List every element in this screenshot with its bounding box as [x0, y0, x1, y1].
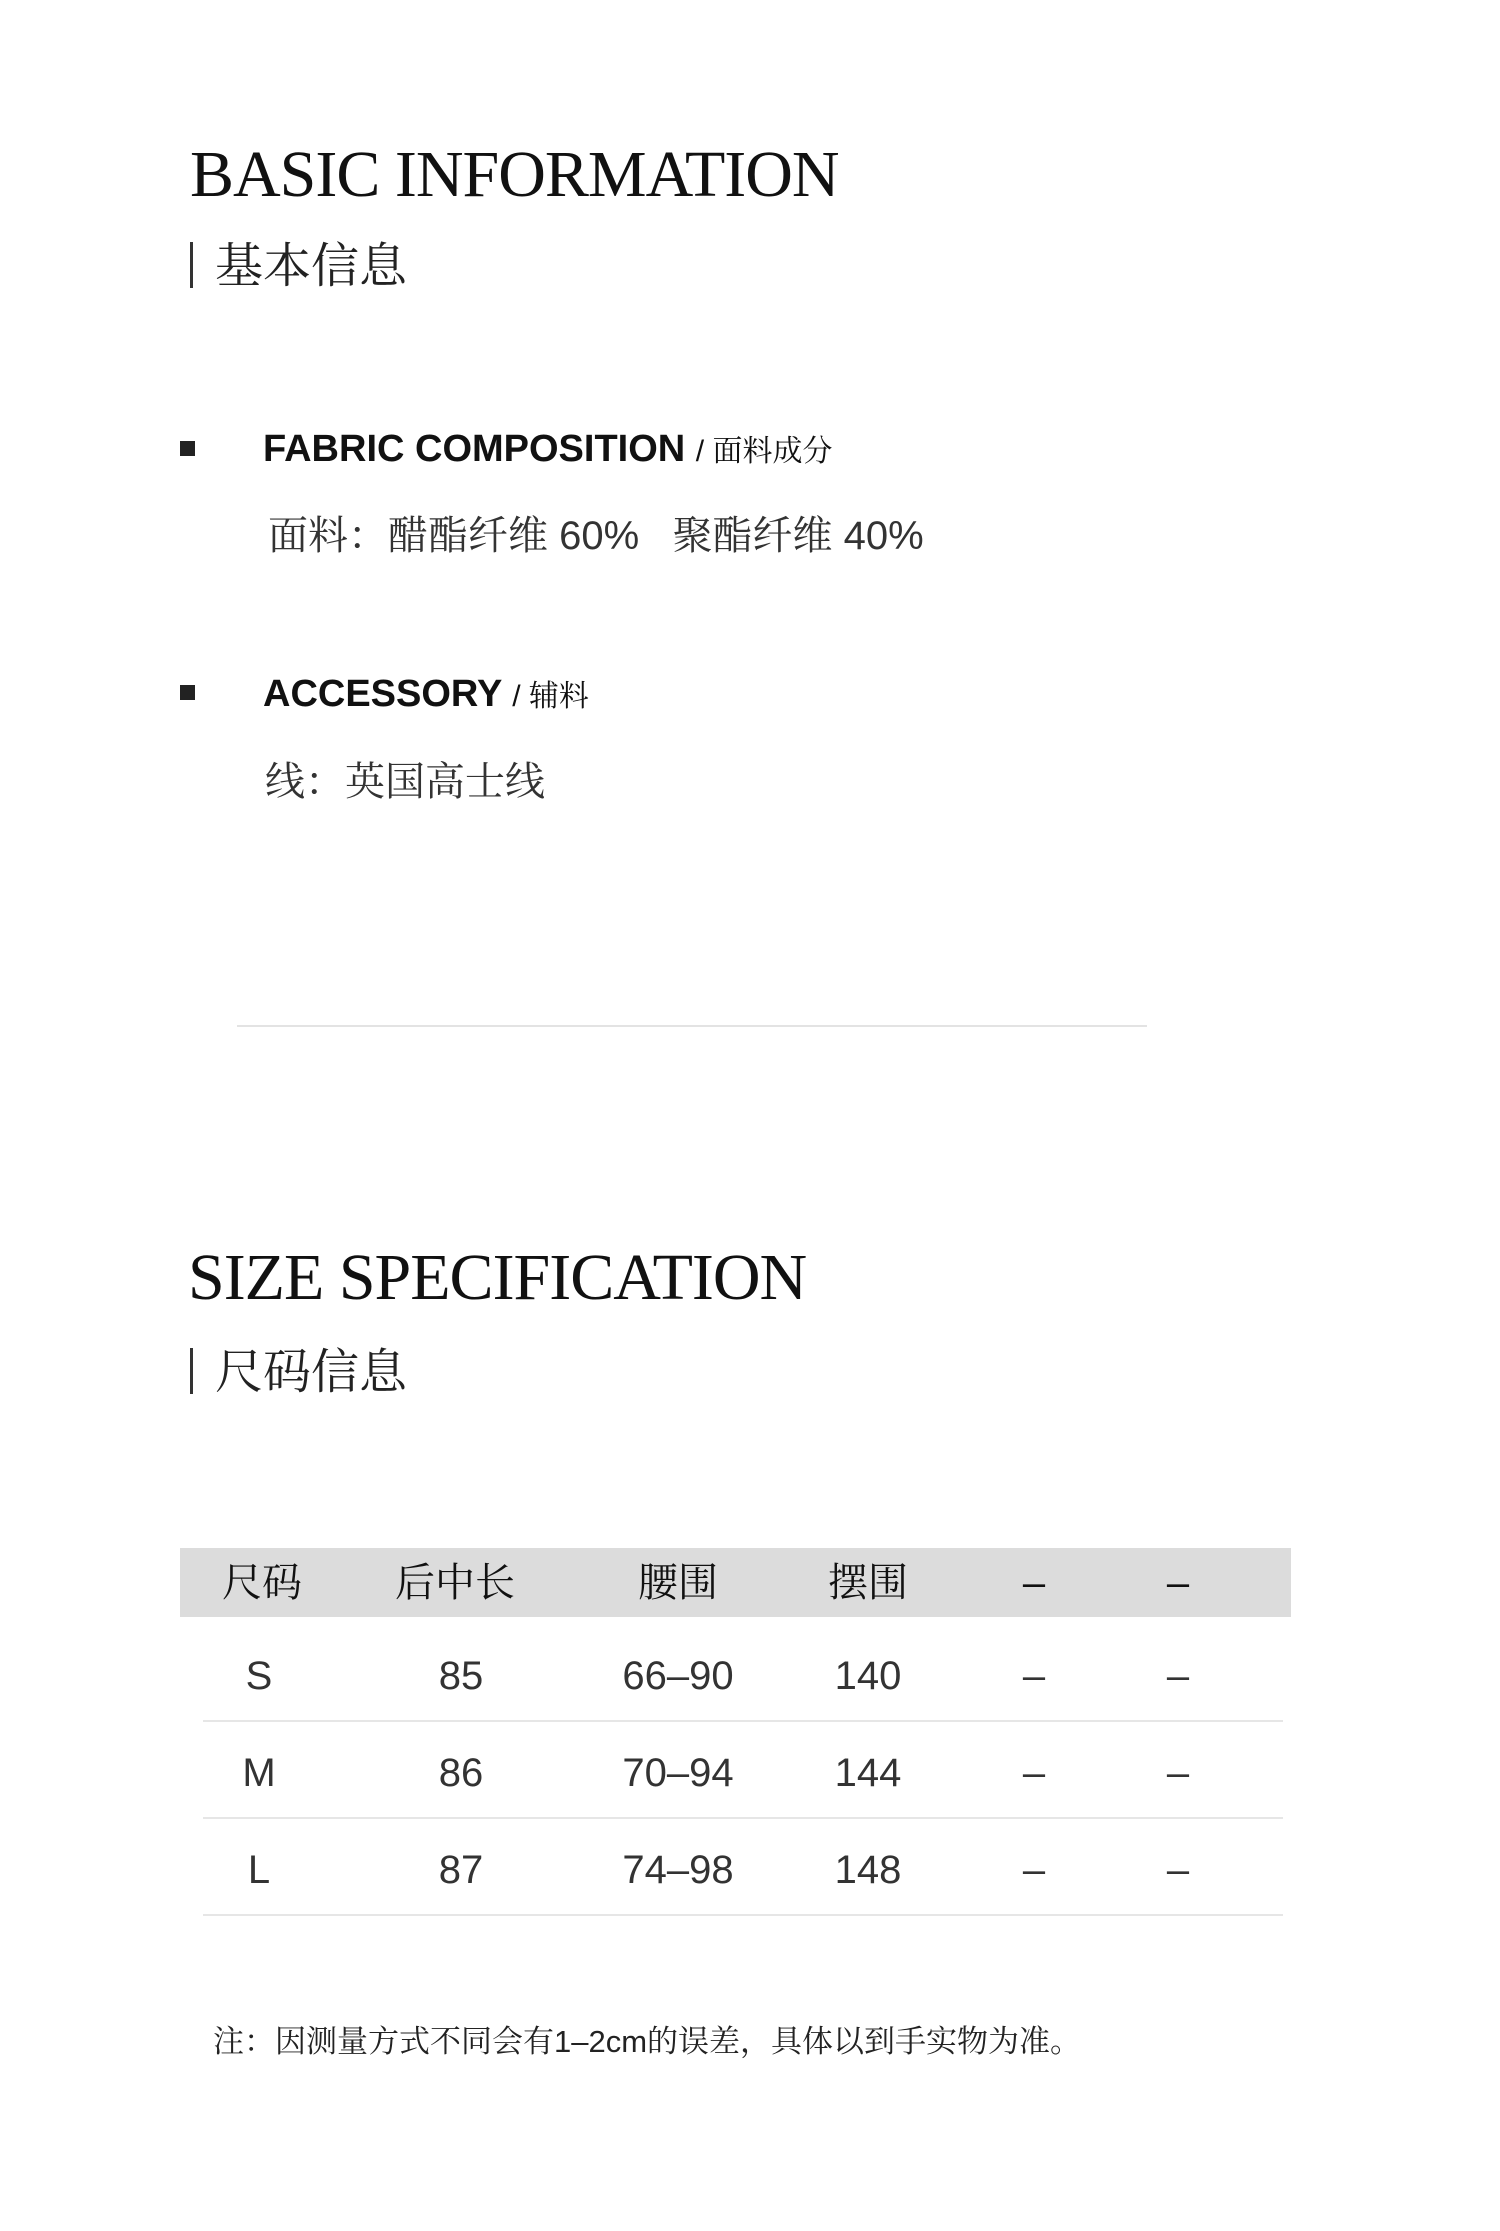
row-s-blank-2: – [1166, 1654, 1190, 1698]
header-cell-blank-1: – [1022, 1561, 1046, 1605]
row-s-size: S [245, 1654, 273, 1698]
header-cell-blank-2: – [1166, 1561, 1190, 1605]
row-l-hem: 148 [834, 1848, 902, 1892]
row-s-back-length: 85 [438, 1654, 484, 1698]
subtitle-divider-bar [190, 242, 193, 288]
basic-info-subtitle-text: 基本信息 [215, 240, 408, 293]
row-m-waist: 70–94 [622, 1751, 734, 1795]
header-cell-size: 尺码 [222, 1561, 302, 1605]
accessory-bullet [180, 685, 195, 700]
row-s-hem: 140 [834, 1654, 902, 1698]
row-m-size: M [242, 1751, 276, 1795]
row-s-waist: 66–90 [622, 1654, 734, 1698]
header-cell-waist: 腰围 [638, 1561, 718, 1605]
row-m-back-length: 86 [438, 1751, 484, 1795]
row-l-blank-2: – [1166, 1848, 1190, 1892]
accessory-value: 线：英国高士线 [265, 760, 545, 804]
table-row-divider [203, 1914, 1283, 1916]
fabric-composition-value: 面料：醋酯纤维 60% 聚酯纤维 40% [268, 514, 924, 558]
basic-info-subtitle [190, 242, 407, 291]
row-m-blank-2: – [1166, 1751, 1190, 1795]
row-l-size: L [247, 1848, 271, 1892]
size-spec-title: SIZE SPECIFICATION [188, 1241, 807, 1314]
fabric-composition-heading [263, 430, 832, 468]
accessory-heading [263, 675, 589, 713]
fabric-bullet [180, 441, 195, 456]
table-row-divider [203, 1817, 1283, 1819]
row-l-waist: 74–98 [622, 1848, 734, 1892]
subtitle-divider-bar [190, 1348, 193, 1394]
header-cell-hem: 摆围 [828, 1561, 908, 1605]
row-s-blank-1: – [1022, 1654, 1046, 1698]
row-l-back-length: 87 [438, 1848, 484, 1892]
accessory-label-cn: / 辅料 [512, 680, 589, 713]
size-spec-subtitle [190, 1348, 407, 1397]
measurement-note: 注：因测量方式不同会有1–2cm的误差，具体以到手实物为准。 [213, 2024, 1082, 2059]
row-l-blank-1: – [1022, 1848, 1046, 1892]
table-row-divider [203, 1720, 1283, 1722]
accessory-label: ACCESSORY [263, 673, 502, 715]
fabric-label: FABRIC COMPOSITION [263, 428, 686, 470]
fabric-label-cn: / 面料成分 [695, 435, 833, 468]
size-spec-subtitle-text: 尺码信息 [215, 1346, 408, 1399]
basic-info-title: BASIC INFORMATION [190, 138, 839, 211]
row-m-blank-1: – [1022, 1751, 1046, 1795]
section-divider [237, 1025, 1147, 1027]
row-m-hem: 144 [834, 1751, 902, 1795]
header-cell-back-length: 后中长 [395, 1561, 515, 1605]
